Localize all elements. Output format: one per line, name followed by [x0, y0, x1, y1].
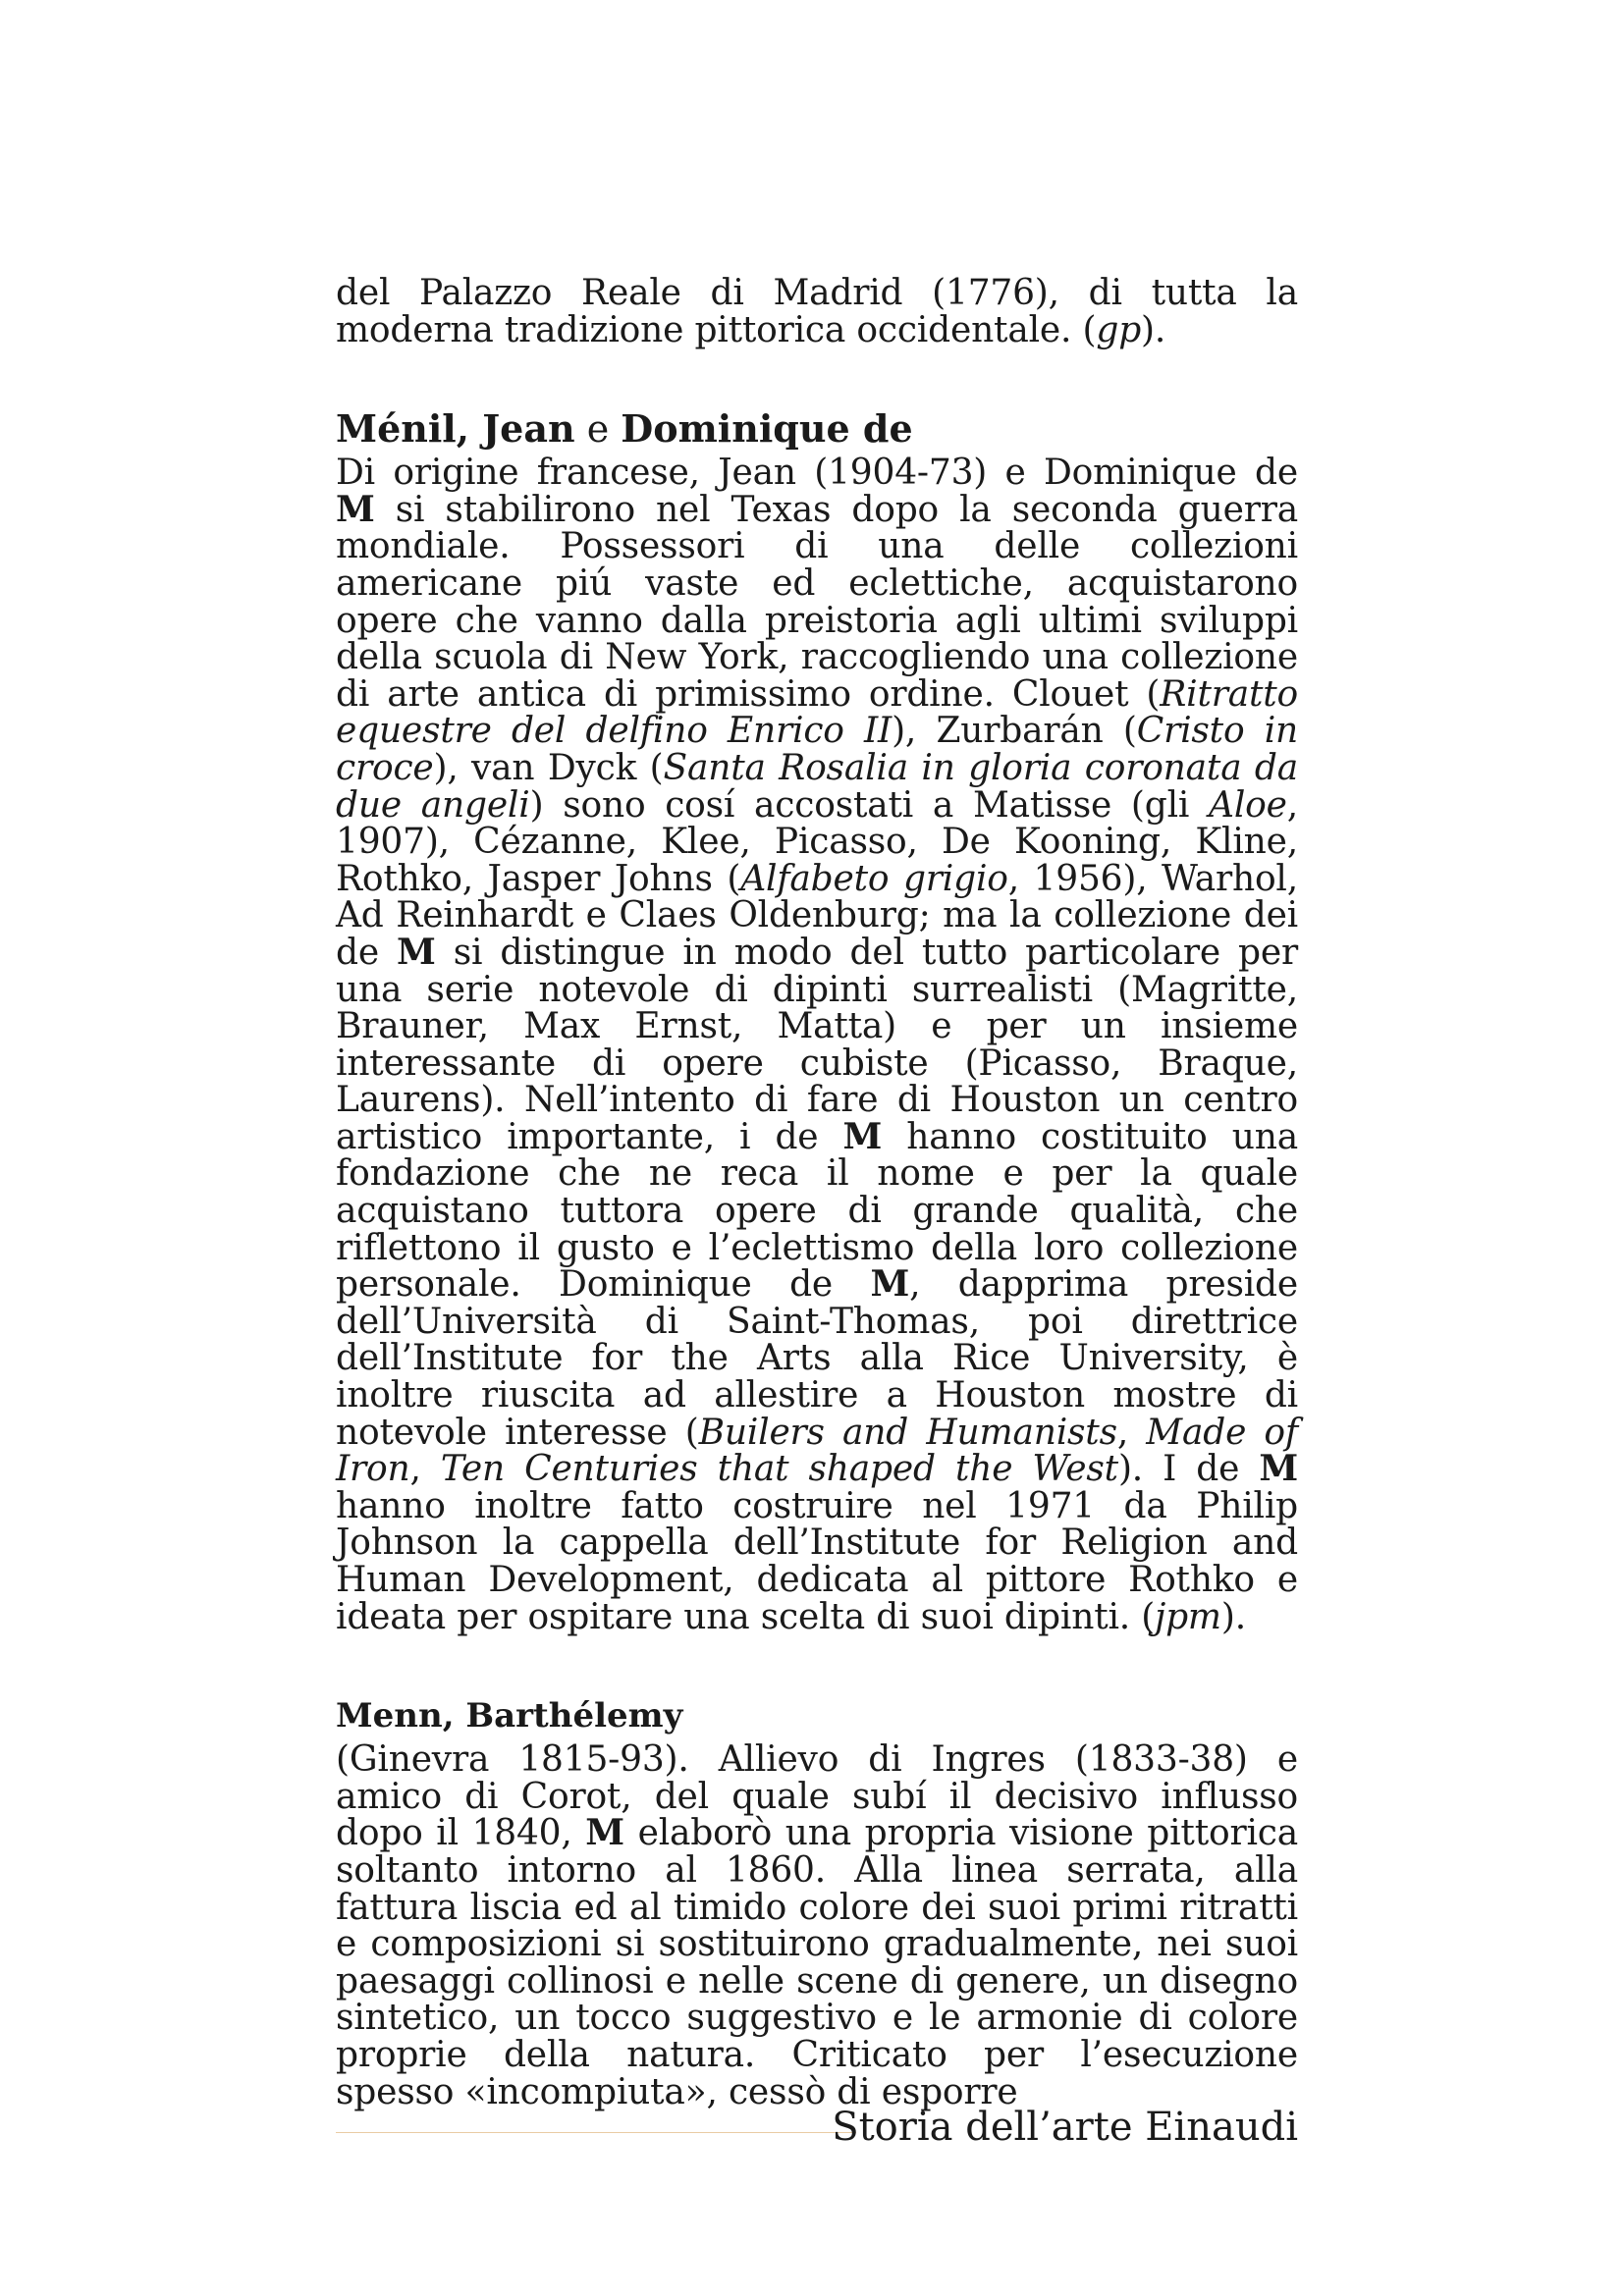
text-run: (Ginevra 1815-93). Allievo di Ingres (1833-38) e amico di Corot, del quale subí il decisivo influsso dopo il 1840,: [336, 1739, 1298, 1854]
page-footer: [336, 2103, 1298, 2162]
text-run: , 1907), Cézanne, Klee, Picasso, De Kooning, Kline, Rothko, Jasper Johns (: [336, 784, 1298, 899]
text-run: elaborò una propria visione pittorica soltanto intorno al 1860. Alla linea serrata, alla fattura liscia ed al timido colore dei suoi primi ritratti e composizioni si sostituirono gradualmente, nei suoi paesaggi collinosi e nelle scene di genere, un disegno sintetico, un tocco suggestivo e le armonie di colore proprie della natura. Criticato per l’esecuzione spesso «incompiuta», cessò di esporre: [336, 1813, 1298, 2112]
author-signature: gp: [1096, 309, 1142, 350]
page-body: [336, 275, 1298, 2110]
artwork-title: Ritratto equestre del delfino Enrico II: [336, 673, 1298, 752]
abbrev-m: M: [397, 931, 436, 973]
text-run: ), Zurbarán (: [892, 711, 1137, 752]
text-run: ) sono cosí accostati a Matisse (gli: [529, 784, 1210, 826]
text-run: ,: [1116, 1412, 1147, 1453]
text-run: ), van Dyck (: [433, 747, 664, 788]
entry-heading: Menn, Barthélemy: [336, 1696, 683, 1736]
artwork-title: Cristo in croce: [336, 711, 1298, 788]
entry-body: [336, 454, 1298, 1635]
exhibition-title: Ten Centuries that shaped the West: [440, 1449, 1118, 1490]
entry-menil: [336, 407, 1298, 1635]
heading-connector: e: [574, 407, 622, 452]
text-run: Di origine francese, Jean (1904-73) e Dominique de: [336, 453, 1298, 494]
text-run: si distingue in modo del tutto particolare per una serie notevole di dipinti surrealisti (Magritte, Brauner, Max Ernst, Matta) e per un insieme interessante di opere cubiste (Picasso, Braque, Laurens). Nell’intento di fare di Houston un centro artistico importante, i de: [336, 932, 1298, 1157]
abbrev-m: M: [336, 488, 375, 530]
heading-name-1: Ménil, Jean: [336, 406, 575, 452]
footer-book-title: Storia dell’arte Einaudi: [832, 2105, 1298, 2150]
text-run: ,: [409, 1449, 441, 1490]
abbrev-m: M: [870, 1263, 910, 1306]
text-run: hanno costituito una fondazione che ne reca il nome e per la quale acquistano tuttora opere di grande qualità, che riflettono il gusto e l’eclettismo della loro collezione personale. Dominique de: [336, 1116, 1298, 1306]
abbrev-m: M: [842, 1115, 883, 1157]
exhibition-title: Made of Iron: [336, 1412, 1298, 1490]
artwork-title: Aloe: [1209, 784, 1287, 826]
entry-heading: [336, 407, 1298, 451]
exhibition-title: Builers and Humanists: [698, 1412, 1117, 1453]
entry-body: [336, 1741, 1298, 2110]
text-run: ).: [1141, 309, 1166, 350]
text-run: hanno inoltre fatto costruire nel 1971 da Philip Johnson la cappella dell’Institute for Religion and Human Development, dedicata al pittore Rothko e ideata per ospitare una scelta di suoi dipinti. (: [336, 1485, 1298, 1637]
abbrev-m: M: [1259, 1448, 1299, 1490]
continuation-paragraph: [336, 275, 1298, 348]
author-signature: jpm: [1155, 1596, 1221, 1637]
footer-rule: [336, 2132, 856, 2133]
text-run: ). I de: [1117, 1449, 1260, 1490]
entry-menn: [336, 1694, 1298, 2110]
artwork-title: Santa Rosalia in gloria coronata da due angeli: [336, 747, 1298, 826]
heading-name-2: Dominique de: [621, 406, 913, 452]
text-run: , 1956), Warhol, Ad Reinhardt e Claes Oldenburg; ma la collezione dei de: [336, 858, 1298, 973]
abbrev-m: M: [585, 1812, 624, 1854]
artwork-title: Alfabeto grigio: [740, 858, 1008, 899]
text-run: si stabilirono nel Texas dopo la seconda guerra mondiale. Possessori di una delle collezioni americane piú vaste ed eclettiche, acquistarono opere che vanno dalla preistoria agli ultimi sviluppi della scuola di New York, raccogliendo una collezione di arte antica di primissimo ordine. Clouet (: [336, 489, 1298, 715]
text-run: ).: [1220, 1596, 1246, 1637]
text-run: del Palazzo Reale di Madrid (1776), di tutta la moderna tradizione pittorica occidentale. (: [336, 273, 1298, 350]
text-run: , dapprima preside dell’Università di Saint-Thomas, poi direttrice dell’Institute for the Arts alla Rice University, è inoltre riuscita ad allestire a Houston mostre di notevole interesse (: [336, 1264, 1299, 1453]
